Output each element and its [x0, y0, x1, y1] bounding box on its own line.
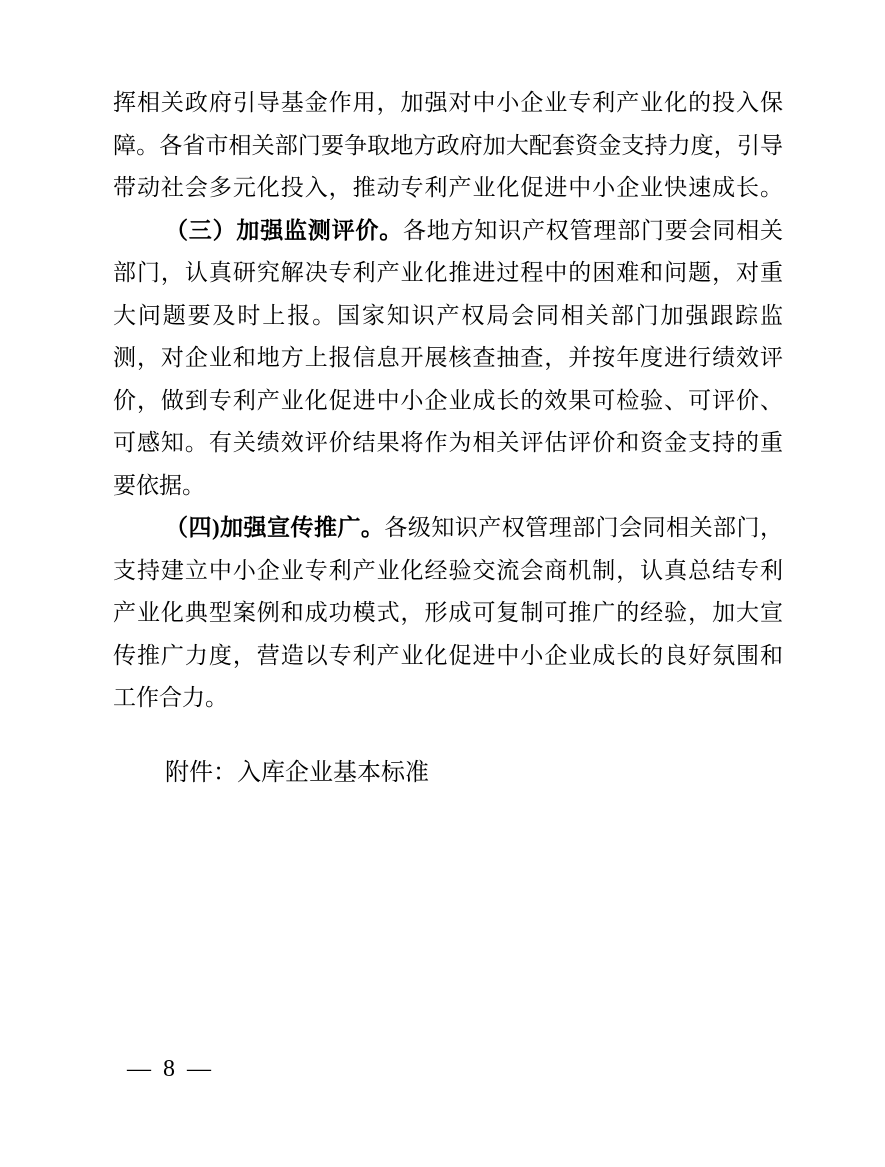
body-text: 传推广力度，营造以专利产业化促进中小企业成长的良好氛围和: [113, 642, 783, 668]
text-line: [113, 210, 783, 253]
section-heading: （四)加强宣传推广。: [165, 515, 385, 540]
text-line: [113, 465, 783, 508]
page-number: — 8 —: [127, 1056, 214, 1082]
body-text: 支持建立中小企业专利产业化经验交流会商机制，认真总结专利: [113, 557, 783, 583]
body-text: 要依据。: [113, 472, 205, 498]
text-line: [113, 592, 783, 635]
text-line: [113, 550, 783, 593]
body-text: 可感知。有关绩效评价结果将作为相关评估评价和资金支持的重: [113, 430, 783, 455]
text-line: [113, 507, 783, 550]
body-text: 产业化典型案例和成功模式，形成可复制可推广的经验，加大宣: [113, 600, 783, 625]
text-line: [113, 337, 783, 380]
body-text: 测，对企业和地方上报信息开展核查抽查，并按年度进行绩效评: [113, 345, 783, 370]
body-text: 挥相关政府引导基金作用，加强对中小企业专利产业化的投入保: [113, 90, 783, 115]
text-line: [113, 422, 783, 465]
document-body: [113, 82, 783, 720]
text-line: [113, 167, 783, 210]
text-line: [113, 635, 783, 678]
body-text: 价，做到专利产业化促进中小企业成长的效果可检验、可评价、: [113, 387, 783, 413]
body-text: 大问题要及时上报。国家知识产权局会同相关部门加强跟踪监: [113, 302, 783, 328]
attachment-line: 附件：入库企业基本标准: [165, 760, 429, 786]
text-line: [113, 252, 783, 295]
body-text: 各级知识产权管理部门会同相关部门，: [384, 515, 783, 540]
text-line: [113, 295, 783, 338]
body-text: 工作合力。: [113, 685, 228, 710]
section-heading: （三）加强监测评价。: [165, 217, 403, 243]
text-line: [113, 82, 783, 125]
body-text: 部门，认真研究解决专利产业化推进过程中的困难和问题，对重: [113, 260, 783, 285]
body-text: 障。各省市相关部门要争取地方政府加大配套资金支持力度，引导: [113, 132, 783, 158]
text-line: [113, 125, 783, 168]
body-text: 带动社会多元化投入，推动专利产业化促进中小企业快速成长。: [113, 175, 783, 200]
text-line: [113, 380, 783, 423]
body-text: 各地方知识产权管理部门要会同相关: [403, 217, 784, 243]
text-line: [113, 677, 783, 720]
